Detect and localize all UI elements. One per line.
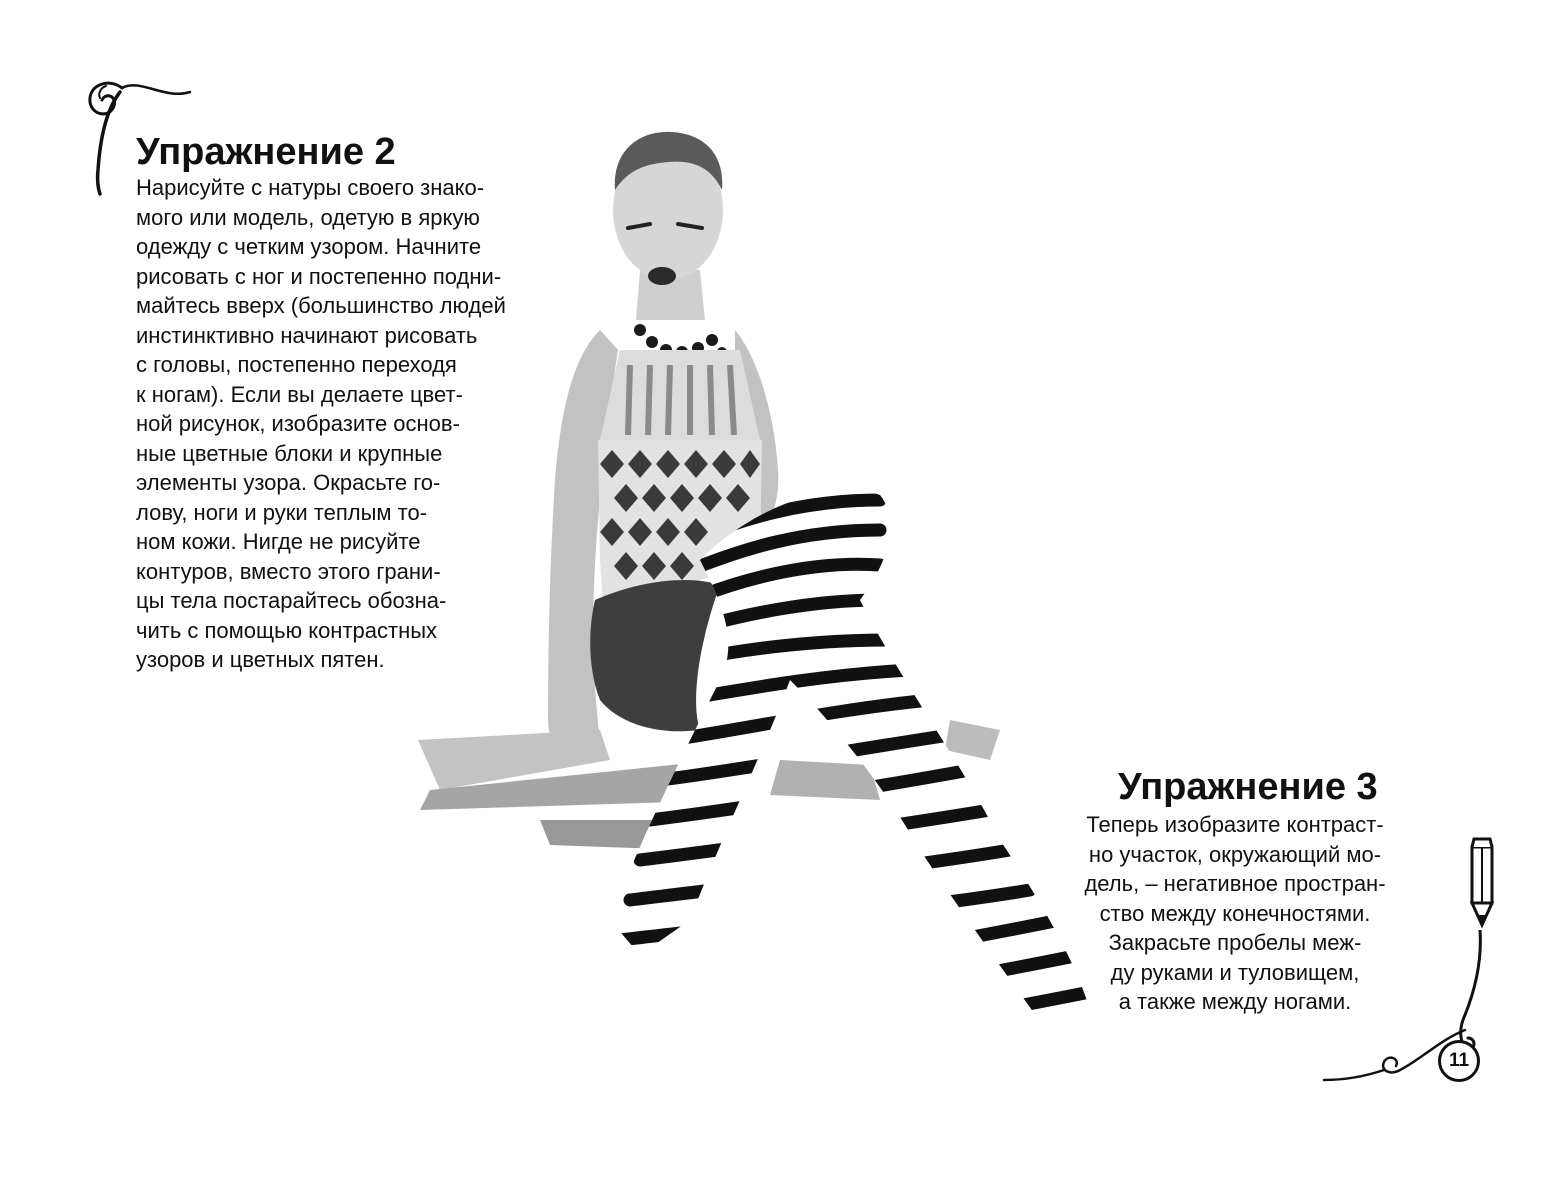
text-line: Нарисуйте с натуры своего знако- xyxy=(136,175,485,200)
text-line: а также между ногами. xyxy=(1118,989,1352,1014)
text-line: чить с помощью контрастных xyxy=(136,617,438,643)
exercise-2-title: Упражнение 2 xyxy=(136,131,396,173)
pencil-icon xyxy=(1462,835,1502,930)
dark-skirt xyxy=(590,580,720,731)
exercise-3-title: Упражнение 3 xyxy=(1118,766,1378,808)
text-line: рисовать с ног и постепенно подни- xyxy=(136,263,502,289)
text-line: лову, ноги и руки теплым то- xyxy=(136,499,428,525)
text-line: инстинктивно начинают рисовать xyxy=(136,322,478,348)
text-line: дель, – негативное простран- xyxy=(1084,871,1386,896)
text-line: но участок, окружающий мо- xyxy=(1088,841,1382,867)
striped-top xyxy=(600,350,760,440)
text-line: майтесь вверх (большинство людей xyxy=(136,293,506,318)
text-line: ной рисунок, изобразите основ- xyxy=(136,411,460,436)
text-line: к ногам). Если вы делаете цвет- xyxy=(136,381,463,407)
text-line: мого или модель, одетую в яркую xyxy=(136,204,480,230)
text-line: контуров, вместо этого грани- xyxy=(136,558,441,584)
text-line: Закрасьте пробелы меж- xyxy=(1108,930,1362,955)
text-line: ду руками и туловищем, xyxy=(1110,959,1360,985)
head xyxy=(613,132,723,320)
page-number-badge: 11 xyxy=(1438,1040,1480,1082)
text-line: узоров и цветных пятен. xyxy=(136,647,385,672)
text-line: ные цветные блоки и крупные xyxy=(136,440,443,466)
text-line: ном кожи. Нигде не рисуйте xyxy=(136,529,421,554)
text-line: цы тела постарайтесь обозна- xyxy=(136,588,447,613)
text-line: элементы узора. Окрасьте го- xyxy=(136,470,441,495)
text-line: с головы, постепенно переходя xyxy=(136,352,457,377)
text-line: Теперь изобразите контраст- xyxy=(1086,812,1384,837)
text-line: ство между конечностями. xyxy=(1099,900,1371,926)
text-line: одежду с четким узором. Начните xyxy=(136,234,482,259)
